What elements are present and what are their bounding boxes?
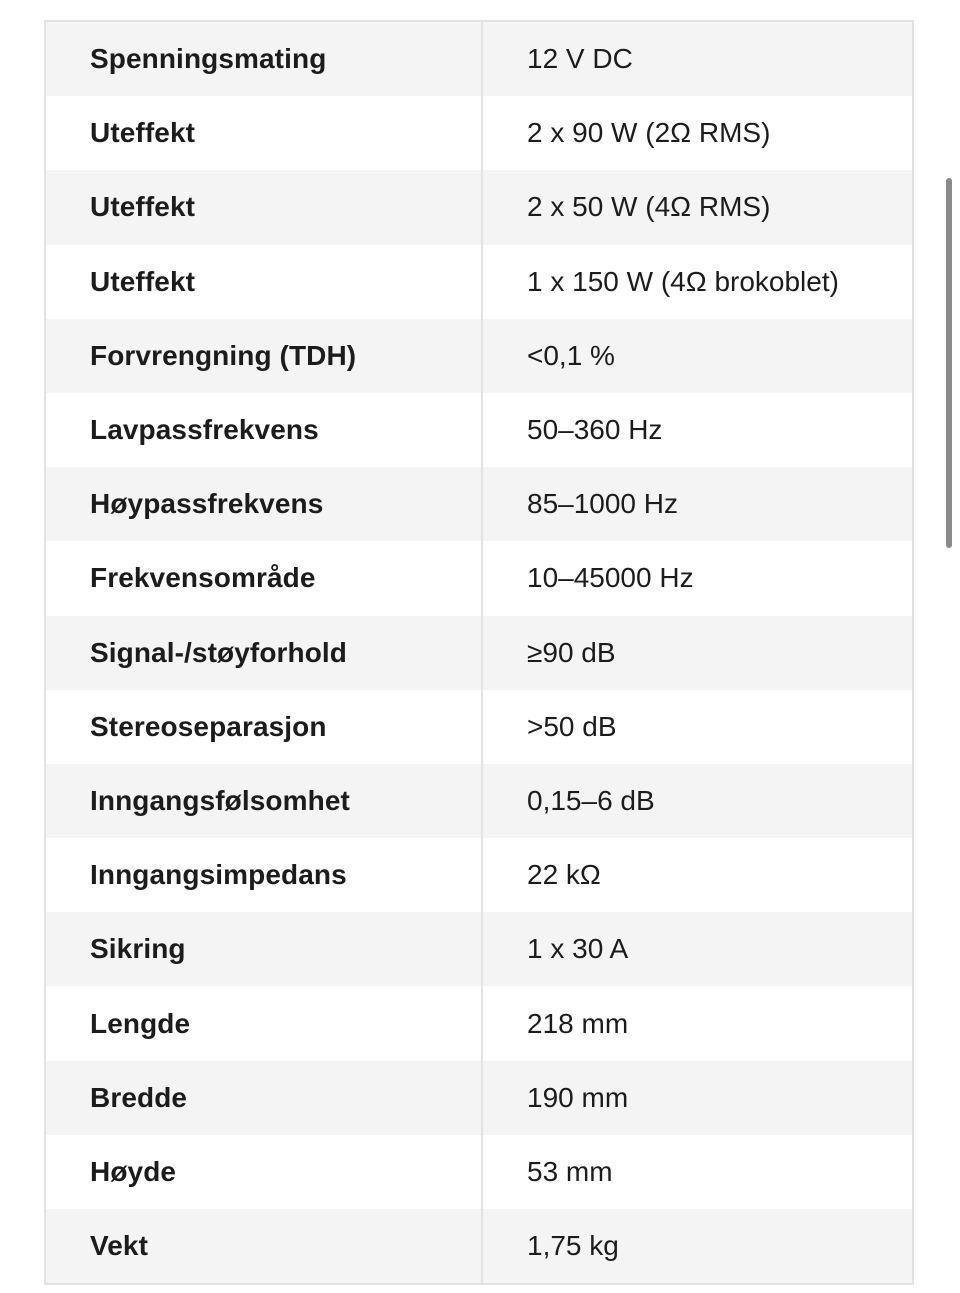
spec-value: 85–1000 Hz bbox=[527, 488, 679, 520]
spec-value: 1,75 kg bbox=[527, 1230, 619, 1262]
spec-label: Lavpassfrekvens bbox=[46, 393, 483, 467]
spec-row bbox=[46, 690, 912, 764]
spec-label: Uteffekt bbox=[46, 96, 483, 170]
vertical-scrollbar[interactable] bbox=[946, 178, 952, 548]
spec-label: Vekt bbox=[46, 1209, 483, 1283]
spec-value: <0,1 % bbox=[527, 339, 615, 371]
spec-label: Inngangsfølsomhet bbox=[46, 764, 483, 838]
spec-value: 22 kΩ bbox=[527, 859, 601, 891]
spec-row bbox=[46, 96, 912, 170]
spec-label: Høypassfrekvens bbox=[46, 467, 483, 541]
spec-value: ≥90 dB bbox=[527, 636, 616, 668]
spec-label: Stereoseparasjon bbox=[46, 690, 483, 764]
spec-row bbox=[46, 1135, 912, 1209]
spec-label: Uteffekt bbox=[46, 170, 483, 244]
spec-value: 1 x 150 W (4Ω brokoblet) bbox=[527, 265, 839, 297]
spec-label: Bredde bbox=[46, 1061, 483, 1135]
spec-value: 12 V DC bbox=[527, 43, 633, 75]
spec-value: 2 x 50 W (4Ω RMS) bbox=[527, 191, 771, 223]
spec-value: 218 mm bbox=[527, 1007, 629, 1039]
spec-table bbox=[44, 20, 914, 1285]
spec-row bbox=[46, 393, 912, 467]
spec-value: >50 dB bbox=[527, 710, 617, 742]
spec-row bbox=[46, 319, 912, 393]
spec-row bbox=[46, 1209, 912, 1283]
spec-row bbox=[46, 764, 912, 838]
spec-row bbox=[46, 1061, 912, 1135]
spec-value: 2 x 90 W (2Ω RMS) bbox=[527, 117, 771, 149]
spec-row bbox=[46, 170, 912, 244]
spec-value: 1 x 30 A bbox=[527, 933, 629, 965]
spec-label: Spenningsmating bbox=[46, 22, 483, 96]
spec-row bbox=[46, 22, 912, 96]
spec-row bbox=[46, 541, 912, 615]
spec-label: Signal-/støyforhold bbox=[46, 616, 483, 690]
spec-row bbox=[46, 838, 912, 912]
spec-value: 50–360 Hz bbox=[527, 414, 663, 446]
spec-value: 0,15–6 dB bbox=[527, 784, 655, 816]
spec-row bbox=[46, 245, 912, 319]
spec-label: Høyde bbox=[46, 1135, 483, 1209]
spec-label: Uteffekt bbox=[46, 245, 483, 319]
spec-value: 53 mm bbox=[527, 1155, 613, 1187]
spec-value: 10–45000 Hz bbox=[527, 562, 694, 594]
spec-label: Forvrengning (TDH) bbox=[46, 319, 483, 393]
spec-row bbox=[46, 467, 912, 541]
spec-label: Sikring bbox=[46, 912, 483, 986]
spec-label: Frekvensområde bbox=[46, 541, 483, 615]
spec-value: 190 mm bbox=[527, 1081, 629, 1113]
spec-row bbox=[46, 616, 912, 690]
spec-label: Lengde bbox=[46, 986, 483, 1060]
spec-label: Inngangsimpedans bbox=[46, 838, 483, 912]
spec-row bbox=[46, 912, 912, 986]
spec-row bbox=[46, 986, 912, 1060]
